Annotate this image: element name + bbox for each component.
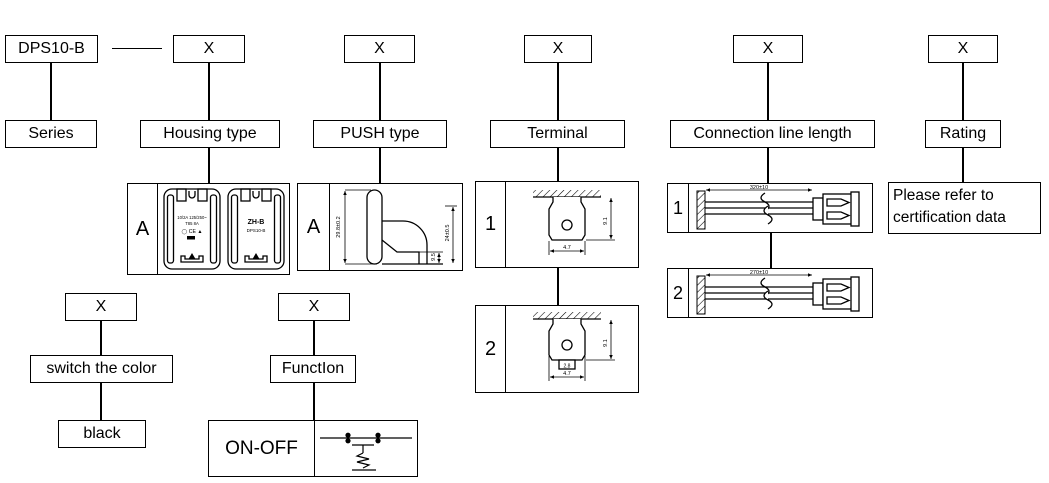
connector-line (962, 148, 964, 182)
push-dim-step: 9.5 (431, 253, 437, 261)
function-label: FunctIon (281, 360, 345, 377)
connector-line (313, 383, 315, 420)
rating-label-box (925, 120, 1001, 148)
function-option-box (208, 420, 418, 477)
option-key: 1 (484, 213, 497, 235)
color-value: black (83, 425, 121, 442)
connection-option-2-key (668, 269, 689, 317)
connector-line (770, 233, 772, 268)
terminal1-dim-height: 9.1 (603, 216, 609, 225)
connector-line (557, 148, 559, 181)
terminal-drawing-2 (507, 307, 637, 391)
connector-line (379, 63, 381, 120)
x-placeholder: X (374, 40, 385, 57)
connector-line (962, 63, 964, 120)
terminal-drawing-cell (506, 306, 638, 392)
connector-line (557, 63, 559, 120)
push-lever-drawing (331, 185, 461, 269)
terminal-option-1-box (475, 181, 639, 268)
housing-drawings (158, 184, 289, 274)
function-value: ON-OFF (225, 437, 298, 459)
housing-drawing-2 (226, 186, 286, 272)
connector-line (313, 321, 315, 355)
option-key: 2 (484, 337, 497, 360)
push-option-key (298, 184, 330, 270)
connector-line (100, 321, 102, 355)
housing-print-model: DPS10-B (246, 228, 265, 233)
connection2-length: 270±10 (749, 270, 768, 276)
terminal-option-2-key (476, 306, 506, 392)
certification-marks: ◯ CE ▲ (180, 229, 203, 235)
housing-drawing-1 (162, 186, 222, 272)
push-option-box (297, 183, 463, 271)
x-placeholder: X (957, 40, 969, 57)
terminal-drawing-1 (507, 183, 637, 267)
connector-line (208, 63, 210, 120)
connection-option-2-box (667, 268, 873, 318)
option-key: 2 (672, 282, 683, 303)
function-symbol-cell (315, 421, 417, 476)
x-box-function (278, 293, 350, 321)
function-label-box (270, 355, 356, 383)
terminal2-dim-height: 9.1 (603, 339, 609, 347)
housing-label-box (140, 120, 280, 148)
x-placeholder: X (203, 40, 215, 57)
terminal-label-box (490, 120, 625, 148)
connection-drawing-1 (691, 185, 871, 231)
x-box-connection (733, 35, 803, 63)
model-code: DPS10-B (18, 40, 85, 57)
option-key: A (306, 215, 321, 238)
connector-line (100, 383, 102, 420)
series-label: Series (28, 125, 74, 142)
x-box-color (65, 293, 137, 321)
push-dim-left: 29.8±0.2 (336, 216, 342, 238)
connection-label-box (670, 120, 875, 148)
housing-print-temp: T85 8A (184, 221, 199, 226)
connection-drawing-2 (691, 270, 871, 316)
terminal1-dim-width: 4.7 (563, 244, 571, 251)
housing-option-key (128, 184, 158, 274)
housing-label: Housing type (163, 125, 257, 142)
connector-line (379, 148, 381, 183)
rating-note-box (888, 182, 1041, 234)
color-label-box (30, 355, 173, 383)
connector-line (50, 63, 52, 120)
housing-option-box (127, 183, 290, 275)
terminal-label: Terminal (527, 125, 588, 142)
series-label-box (5, 120, 97, 148)
option-key: 1 (672, 197, 683, 218)
terminal2-dim-width: 4.7 (563, 371, 571, 377)
option-key: A (135, 217, 150, 240)
color-label: switch the color (46, 360, 157, 377)
connection-drawing-cell (689, 269, 872, 317)
brand-mark: ZH-B (247, 219, 264, 226)
connection-drawing-cell (689, 184, 872, 232)
x-placeholder: X (308, 298, 320, 315)
rating-note-line1: Please refer to (893, 187, 994, 204)
connector-line (208, 148, 210, 183)
terminal-option-2-box (475, 305, 639, 393)
switch-circuit-symbol (316, 422, 416, 475)
x-placeholder: X (95, 298, 107, 315)
x-placeholder: X (762, 40, 774, 57)
push-drawing-cell (330, 184, 462, 270)
connector-line (557, 268, 559, 305)
housing-print-rating: 10/2A 125/250~ (176, 215, 207, 220)
terminal2-dim-inner-width: 2.8 (563, 363, 571, 370)
connection-option-1-box (667, 183, 873, 233)
rating-note-line2: certification data (893, 209, 1006, 227)
x-placeholder: X (552, 40, 564, 57)
push-label-box (313, 120, 447, 148)
connector-line (767, 148, 769, 183)
x-box-rating (928, 35, 998, 63)
push-label: PUSH type (340, 125, 420, 142)
x-box-terminal (524, 35, 592, 63)
connector-line (767, 63, 769, 120)
connection-option-1-key (668, 184, 689, 232)
rating-label: Rating (939, 125, 987, 142)
model-code-box (5, 35, 98, 63)
connector-line (112, 48, 162, 49)
push-dim-right: 24±0.5 (445, 224, 451, 242)
terminal-option-1-key (476, 182, 506, 267)
connection1-length: 320±10 (749, 185, 768, 191)
x-box-housing (173, 35, 245, 63)
connection-label: Connection line length (693, 125, 852, 142)
terminal-drawing-cell (506, 182, 638, 267)
x-box-push (344, 35, 415, 63)
color-value-box (58, 420, 146, 448)
function-value-cell (209, 421, 315, 476)
